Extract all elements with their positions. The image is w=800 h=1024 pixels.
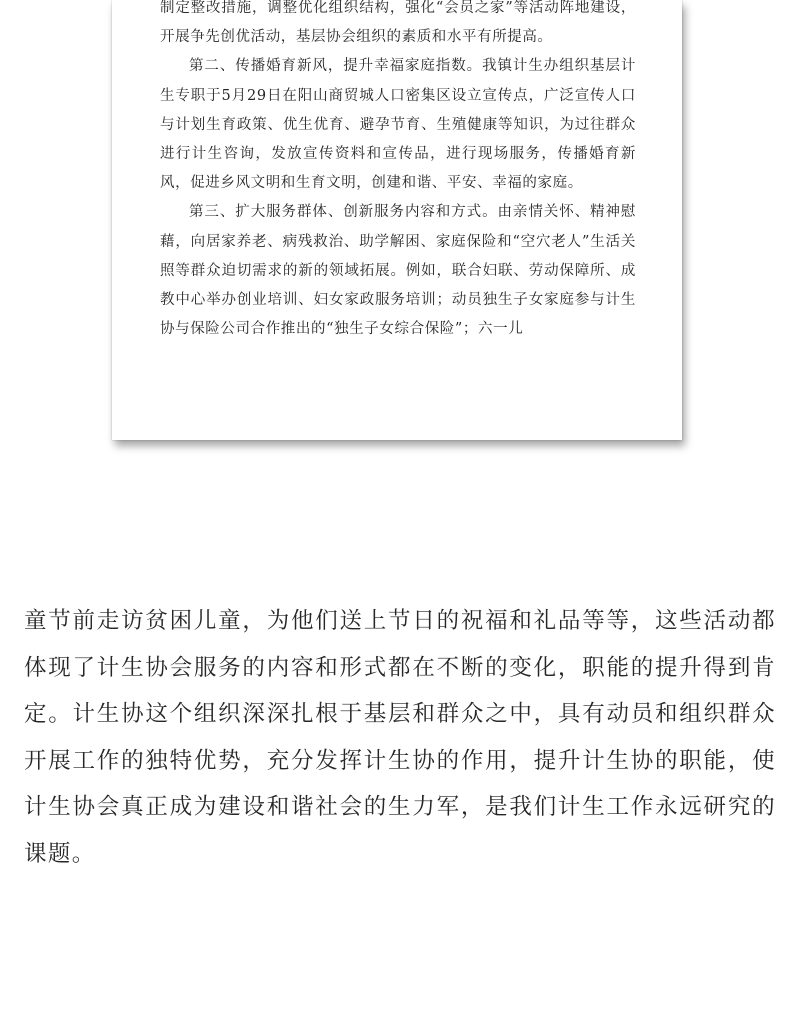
paragraph-1: 制定整改措施，调整优化组织结构，强化“会员之家”等活动阵地建设，开展争先创优活动，基层协会组织的素质和水平有所提高。 — [160, 0, 636, 46]
continuation-paragraph: 童节前走访贫困儿童，为他们送上节日的祝福和礼品等等，这些活动都体现了计生协会服务的内容和形式都在不断的变化，职能的提升得到肯定。计生协这个组织深深扎根于基层和群众之中，具有动员和组织群众开展工作的独特优势，充分发挥计生协的作用，提升计生协的职能，使计生协会真正成为建设和谐社会的生力军，是我们计生工作永远研究的课题。 — [24, 608, 776, 867]
paragraph-3: 第三、扩大服务群体、创新服务内容和方式。由亲情关怀、精神慰藉，向居家养老、病残救治、助学解困、家庭保险和“空穴老人”生活关照等群众迫切需求的新的领域拓展。例如，联合妇联、劳动保障所、成教中心举办创业培训、妇女家政服务培训；动员独生子女家庭参与计生协与保险公司合作推出的“独生子女综合保险”；六一儿 — [160, 204, 636, 338]
document-page-preview — [112, 0, 682, 440]
paragraph-2: 第二、传播婚育新风，提升幸福家庭指数。我镇计生办组织基层计生专职于5月29日在阳山商贸城人口密集区设立宣传点，广泛宣传人口与计划生育政策、优生优育、避孕节育、生殖健康等知识，为过往群众进行计生咨询，发放宣传资料和宣传品，进行现场服务，传播婚育新风，促进乡风文明和生育文明，创建和谐、平安、幸福的家庭。 — [160, 58, 636, 192]
continuation-text-block — [24, 598, 776, 877]
